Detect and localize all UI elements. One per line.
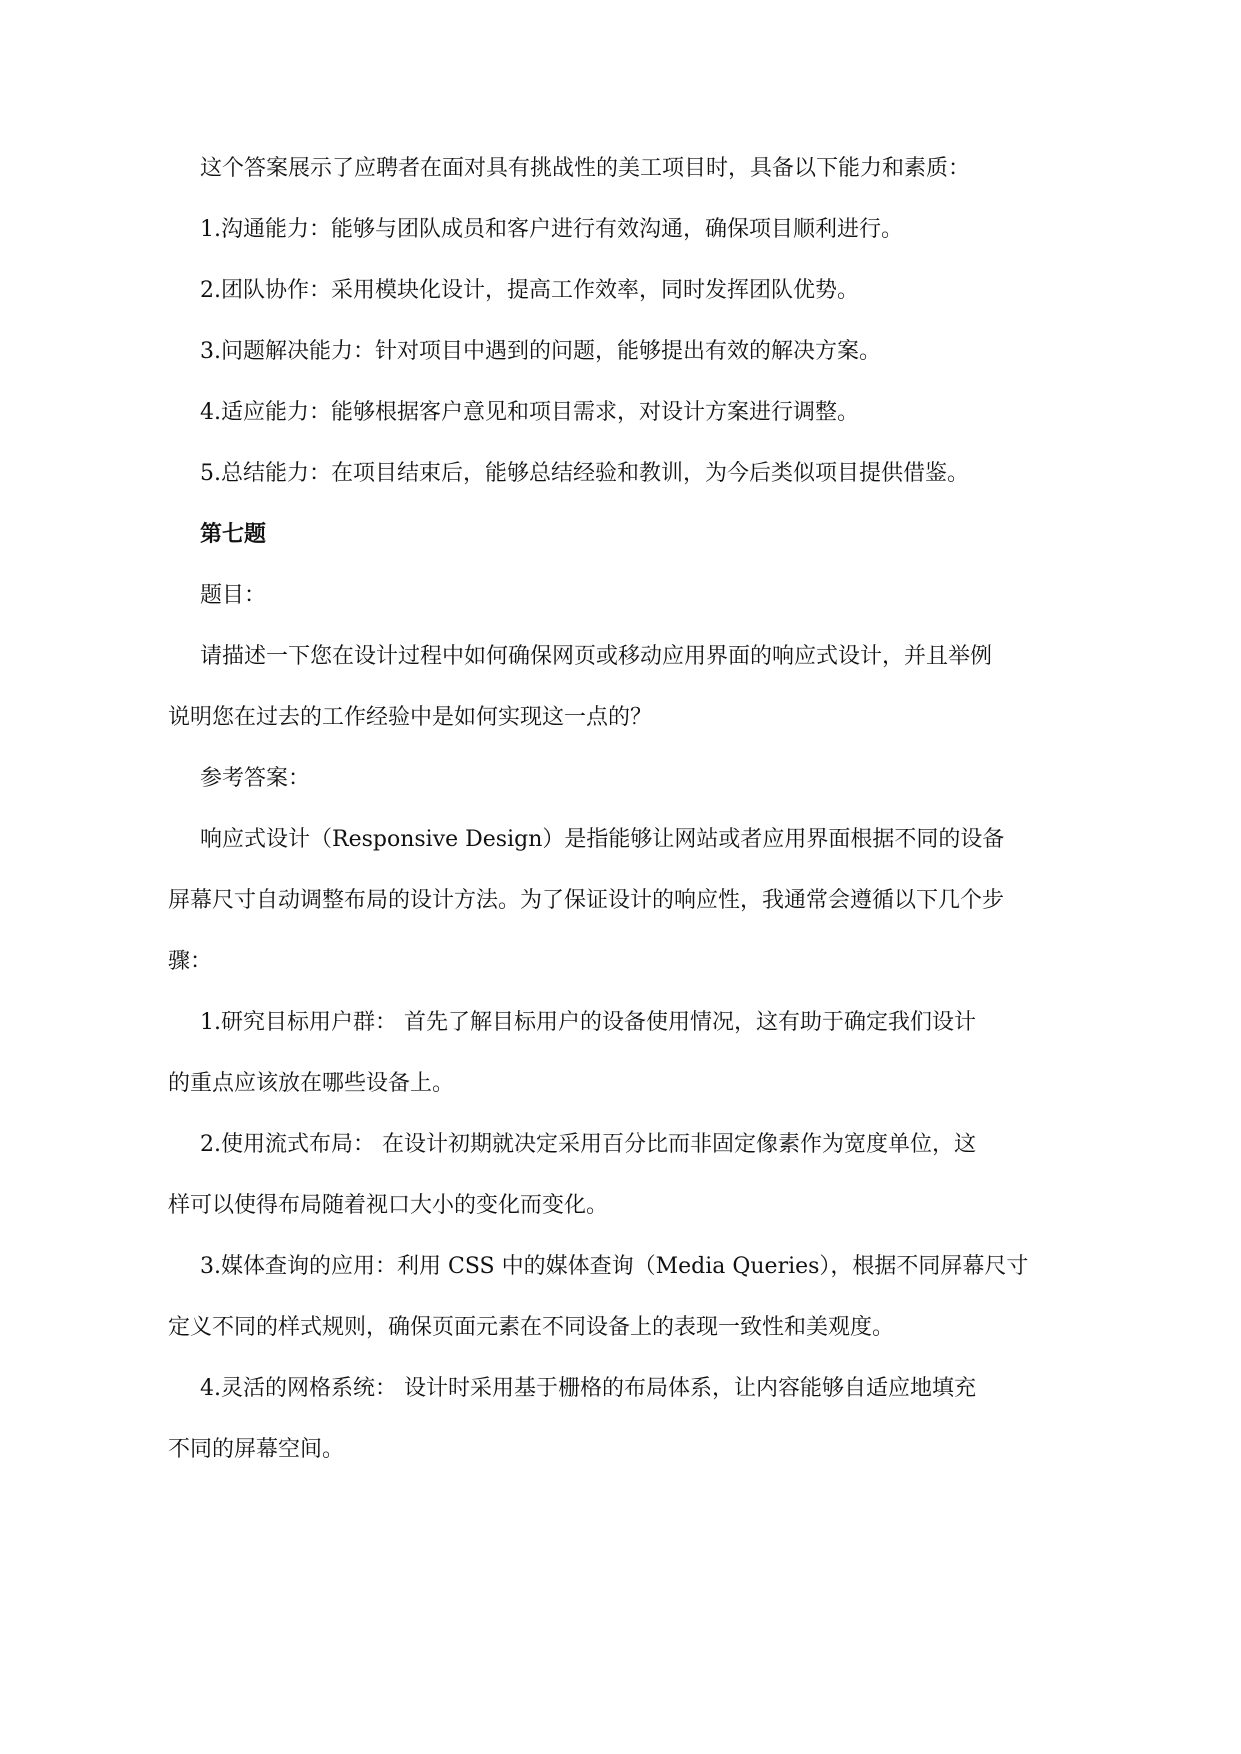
step-grid-system: [168, 1358, 1085, 1480]
step-research-users: [168, 992, 1085, 1114]
list-item-teamwork: [200, 260, 1085, 321]
text-line: 4.灵活的网格系统： 设计时采用基于栅格的布局体系，让内容能够自适应地填充: [200, 1376, 976, 1401]
list-item-communication: [200, 199, 1085, 260]
text-line: 响应式设计（Responsive Design）是指能够让网站或者应用界面根据不同的设备: [200, 827, 1005, 852]
text-line: 1.研究目标用户群： 首先了解目标用户的设备使用情况，这有助于确定我们设计: [200, 1010, 976, 1035]
text-line: 的重点应该放在哪些设备上。: [168, 1071, 455, 1096]
text-line: 不同的屏幕空间。: [168, 1437, 345, 1462]
text-line: 样可以使得布局随着视口大小的变化而变化。: [168, 1193, 609, 1218]
text-line: 屏幕尺寸自动调整布局的设计方法。为了保证设计的响应性，我通常会遵循以下几个步: [168, 888, 1005, 913]
paragraph-intro: [200, 138, 1085, 199]
answer-label: [200, 748, 1085, 809]
text-line: 1.沟通能力：能够与团队成员和客户进行有效沟通，确保项目顺利进行。: [200, 217, 903, 242]
list-item-adaptability: [200, 382, 1085, 443]
text-line: 5.总结能力：在项目结束后，能够总结经验和教训，为今后类似项目提供借鉴。: [200, 461, 969, 486]
text-line: 请描述一下您在设计过程中如何确保网页或移动应用界面的响应式设计，并且举例: [200, 644, 993, 669]
answer-intro: [168, 809, 1085, 992]
question-label: [200, 565, 1085, 626]
text-line: 骤：: [168, 949, 213, 974]
text-line: 定义不同的样式规则，确保页面元素在不同设备上的表现一致性和美观度。: [168, 1315, 895, 1340]
text-line: 这个答案展示了应聘者在面对具有挑战性的美工项目时，具备以下能力和素质：: [200, 156, 971, 181]
text-line: 题目：: [200, 583, 267, 608]
text-line: 2.团队协作：采用模块化设计，提高工作效率，同时发挥团队优势。: [200, 278, 859, 303]
step-media-queries: [168, 1236, 1085, 1358]
text-line: 3.问题解决能力：针对项目中遇到的问题，能够提出有效的解决方案。: [200, 339, 881, 364]
text-line: 2.使用流式布局： 在设计初期就决定采用百分比而非固定像素作为宽度单位，这: [200, 1132, 976, 1157]
text-line: 说明您在过去的工作经验中是如何实现这一点的？: [168, 705, 653, 730]
document-body: [168, 138, 1085, 1480]
list-item-summarizing: [200, 443, 1085, 504]
text-line: 参考答案：: [200, 766, 311, 791]
text-line: 3.媒体查询的应用：利用 CSS 中的媒体查询（Media Queries），根据不同屏幕尺寸: [200, 1254, 1029, 1279]
question-text: [168, 626, 1085, 748]
heading-text: 第七题: [200, 522, 267, 547]
section-heading: [200, 504, 1085, 565]
list-item-problem-solving: [200, 321, 1085, 382]
step-fluid-layout: [168, 1114, 1085, 1236]
text-line: 4.适应能力：能够根据客户意见和项目需求，对设计方案进行调整。: [200, 400, 859, 425]
